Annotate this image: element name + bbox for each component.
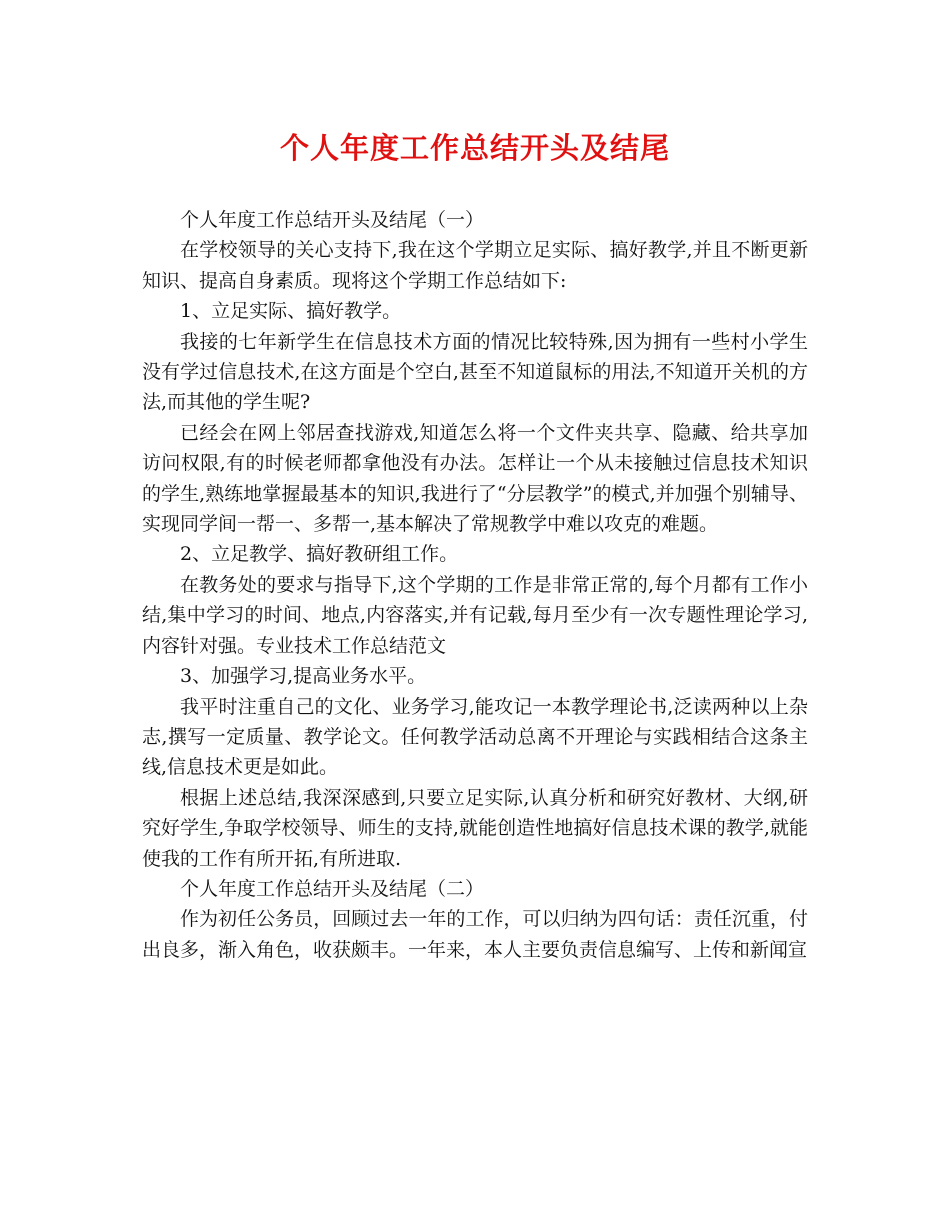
document-body xyxy=(142,205,808,965)
numbered-heading: 1、立足实际、搞好教学。 xyxy=(180,300,402,323)
section-heading: 个人年度工作总结开头及结尾（二） xyxy=(180,877,485,900)
paragraph: 已经会在网上邻居查找游戏,知道怎么将一个文件夹共享、隐藏、给共享加访问权限,有的时候老师都拿他没有办法。怎样让一个从未接触过信息技术知识的学生,熟练地掌握最基本的知识,我进行了“分层教学”的模式,并加强个别辅导、实现同学间一帮一、多帮一,基本解决了常规教学中难以攻克的难题。 xyxy=(142,421,808,536)
numbered-heading: 2、立足教学、搞好教研组工作。 xyxy=(180,543,459,566)
paragraph: 根据上述总结,我深深感到,只要立足实际,认真分析和研究好教材、大纲,研究好学生,争取学校领导、师生的支持,就能创造性地搞好信息技术课的教学,就能使我的工作有所开拓,有所进取. xyxy=(142,786,808,870)
section-heading: 个人年度工作总结开头及结尾（一） xyxy=(180,209,485,231)
document-title: 个人年度工作总结开头及结尾 xyxy=(279,131,670,165)
paragraph: 我平时注重自己的文化、业务学习,能攻记一本教学理论书,泛读两种以上杂志,撰写一定质量、教学论文。任何教学活动总离不开理论与实践相结合这条主线,信息技术更是如此。 xyxy=(142,695,808,779)
paragraph: 在教务处的要求与指导下,这个学期的工作是非常正常的,每个月都有工作小结,集中学习的时间、地点,内容落实,并有记载,每月至少有一次专题性理论学习,内容针对强。专业技术工作总结范文 xyxy=(142,573,808,657)
paragraph: 我接的七年新学生在信息技术方面的情况比较特殊,因为拥有一些村小学生没有学过信息技术,在这方面是个空白,甚至不知道鼠标的用法,不知道开关机的方法,而其他的学生呢? xyxy=(142,330,808,414)
paragraph: 作为初任公务员，回顾过去一年的工作，可以归纳为四句话：责任沉重，付出良多，渐入角色，收获颇丰。一年来，本人主要负责信息编写、上传和新闻宣 xyxy=(142,908,808,961)
paragraph: 在学校领导的关心支持下,我在这个学期立足实际、搞好教学,并且不断更新知识、提高自身素质。现将这个学期工作总结如下: xyxy=(142,239,808,292)
numbered-heading: 3、加强学习,提高业务水平。 xyxy=(180,665,427,688)
